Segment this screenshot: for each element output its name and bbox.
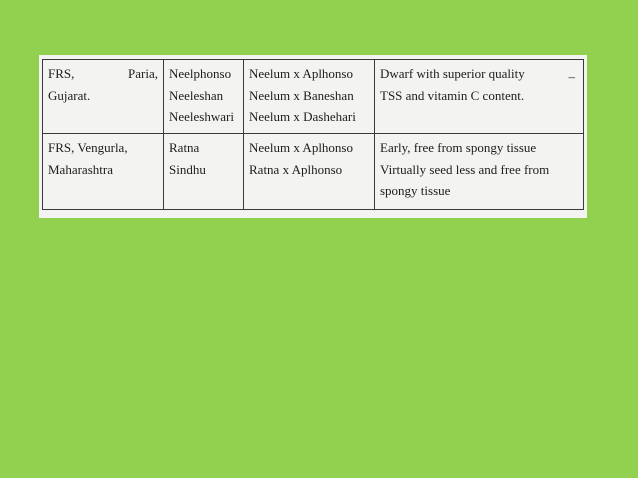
description-text: Dwarf with superior quality	[380, 66, 525, 81]
dash-mark: –	[568, 69, 575, 84]
station-text: FRS,	[48, 66, 75, 81]
parentage-cell	[244, 60, 375, 134]
variety-name: Neeleshwari	[169, 109, 234, 124]
station-text: Paria,	[128, 66, 158, 81]
table-row	[43, 134, 584, 210]
variety-name: Neeleshan	[169, 87, 224, 103]
description-cell	[375, 60, 584, 134]
description-text: spongy tissue	[380, 183, 451, 198]
station-text: Maharashtra	[48, 161, 113, 177]
parentage-text: Neelum x Aplhonso	[249, 66, 353, 81]
parentage-text: Ratna x Aplhonso	[249, 161, 343, 177]
station-text: FRS, Vengurla,	[48, 140, 128, 155]
station-cell	[43, 134, 164, 210]
description-text: TSS and vitamin C content.	[380, 87, 525, 103]
table-row	[43, 60, 584, 134]
scanned-table-image	[39, 55, 587, 218]
station-text: Gujarat.	[48, 87, 91, 103]
variety-cell	[164, 60, 244, 134]
variety-name: Sindhu	[169, 161, 206, 177]
parentage-cell	[244, 134, 375, 210]
description-text: Early, free from spongy tissue	[380, 140, 537, 155]
description-text: Virtually seed less and free from	[380, 161, 550, 177]
description-cell	[375, 134, 584, 210]
variety-name: Ratna	[169, 140, 200, 155]
variety-name: Neelphonso	[169, 66, 232, 81]
variety-cell	[164, 134, 244, 210]
station-cell	[43, 60, 164, 134]
parentage-text: Neelum x Dashehari	[249, 109, 356, 124]
parentage-text: Neelum x Aplhonso	[249, 140, 353, 155]
mango-varieties-table	[42, 59, 584, 210]
parentage-text: Neelum x Baneshan	[249, 87, 354, 103]
